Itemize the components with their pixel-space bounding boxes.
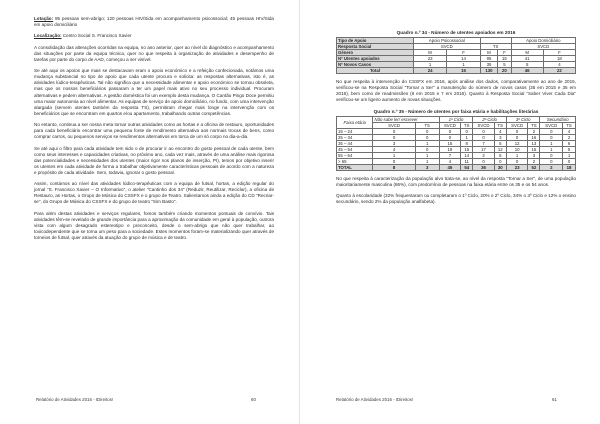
- table-cell: 0: [473, 128, 494, 134]
- table-cell: 16: [528, 134, 540, 140]
- table-cell: 0: [439, 128, 460, 134]
- table-cell: 12: [494, 146, 506, 152]
- table-cell: 6: [563, 140, 576, 146]
- gender-cell: M: [480, 50, 498, 56]
- localizacao-paragraph: [34, 33, 274, 39]
- lotacao-paragraph: [34, 16, 274, 28]
- table-cell: 4: [543, 62, 575, 68]
- table-cell: 12: [506, 140, 527, 146]
- left-column: [34, 16, 274, 246]
- table-cell: 5: [511, 62, 543, 68]
- table-cell: 41: [511, 56, 543, 62]
- table-cell: 4: [439, 158, 460, 164]
- gender-cell: F: [498, 50, 511, 56]
- lotacao-label: Lotação:: [34, 16, 54, 21]
- header-cell: Secundário: [540, 116, 576, 122]
- total-cell: 24: [413, 68, 446, 74]
- table-cell: 7: [473, 140, 494, 146]
- gender-cell: M: [413, 50, 446, 56]
- lotacao-text: 95 pessoas sem-abrigo; 120 pessoas HIV/Sida em acompanhamento psicossocial; 45 pessoas HIV/Sida em apoio domiciliário: [34, 16, 274, 28]
- body-paragraph: Se até aqui o filtro para cada atividade tem sido o de procurar ir ao encontro do gosto pessoal de cada utente, bem como seus interesses e capacidades criativas, no próximo ano, cada vez mais, através de uma análise mais rigorosa das potencialidades e necessidades dos utentes (maior rigor nos planos de inserção, PI), temos por objetivo inserir os utentes em cada atividade de forma a trabalhar objetivamente características pessoais de acordo com a natureza e propósito de cada atividade. Sem, todavia, ignorar o gosto pessoal.: [34, 145, 274, 175]
- sub-header-cell: TS: [494, 122, 506, 128]
- table-cell: 4: [373, 146, 415, 152]
- body-paragraph: No entanto, continua a ser nossa meta tornar outras atividades como as hortas e a oficina de restauro, oportunidades para cada beneficiário encontrar uma pequena fonte de rendimento alternativa aos normais trocas de bens, como comprar carros, ou pequenos serviços se rendimentos alternativos em torca de um só corpo no dia-a-dia.: [34, 122, 274, 140]
- total-cell: 3: [415, 164, 439, 170]
- page-number: 60: [251, 397, 256, 402]
- header-cell: SVCD: [511, 44, 575, 50]
- total-label: TOTAL: [337, 164, 373, 170]
- table-cell: 1: [415, 140, 439, 146]
- table-cell: 0: [415, 128, 439, 134]
- table-cell: 0: [415, 146, 439, 152]
- gender-cell: F: [447, 50, 480, 56]
- table-cell: 2: [473, 152, 494, 158]
- table-cell: 0: [439, 134, 460, 140]
- footer-title: Relatório de Atividades 2016 - IDireitos!: [336, 397, 414, 402]
- table-cell: 7: [439, 152, 460, 158]
- header-cell: 1º Ciclo: [439, 116, 473, 122]
- row-label: 25 – 34: [337, 134, 373, 140]
- row-label: Nº Novos Casos: [337, 62, 414, 68]
- table-cell: 19: [439, 146, 460, 152]
- table-cell: 15: [461, 146, 473, 152]
- table-cell: 0: [373, 128, 415, 134]
- table-cell: 4: [494, 128, 506, 134]
- row-label: > 65: [337, 158, 373, 164]
- table-cell: 0: [415, 134, 439, 140]
- row-label: 15 – 24: [337, 128, 373, 134]
- header-cell: Apoio Domiciliário: [511, 38, 575, 44]
- sub-header-cell: SVCD: [373, 122, 415, 128]
- table-cell: 11: [461, 158, 473, 164]
- table-cell: 1: [413, 62, 446, 68]
- body-paragraph: Quanto à escolaridade (32% frequentaram ou completaram o 1º Ciclo, 20% o 2º Ciclo, 34% o 3º Ciclo e 12% o ensino secundário, sendo 2% da população analfabeta).: [336, 193, 576, 205]
- total-label: Total: [337, 68, 414, 74]
- header-cell: 3º Ciclo: [506, 116, 540, 122]
- localizacao-label: Localização:: [34, 33, 62, 39]
- header-cell: Género: [337, 50, 414, 56]
- table-cell: 18: [543, 56, 575, 62]
- row-label: Nº Utentes apoiados: [337, 56, 414, 62]
- table-cell: 1: [563, 152, 576, 158]
- table-cell: 0: [563, 158, 576, 164]
- header-cell: TS: [480, 44, 511, 50]
- table-cell: 0: [494, 158, 506, 164]
- table-cell: 6: [494, 152, 506, 158]
- page-number: 61: [552, 397, 557, 402]
- header-cell: Apoio Psicossocial: [413, 38, 480, 44]
- table-cell: 14: [461, 152, 473, 158]
- table-caption: Quadro n.º 35 - Número de utentes por faixa etária e habilitações literárias: [373, 108, 539, 114]
- right-page: [300, 0, 600, 424]
- table-cell: 5: [563, 146, 576, 152]
- escolaridade-table: [336, 116, 576, 171]
- table-cell: 15: [439, 140, 460, 146]
- row-label: 45 – 54: [337, 146, 373, 152]
- gender-cell: M: [511, 50, 543, 56]
- table-cell: 0: [461, 128, 473, 134]
- utentes-table: [336, 37, 576, 74]
- table-cell: 4: [563, 128, 576, 134]
- header-cell: Faixa etária: [337, 116, 373, 128]
- table-cell: 17: [473, 146, 494, 152]
- sub-header-cell: TS: [461, 122, 473, 128]
- table-cell: 35: [480, 62, 498, 68]
- header-cell: SVCD: [413, 44, 480, 50]
- table-cell: 0: [540, 134, 563, 140]
- sub-header-cell: SVCD: [439, 122, 460, 128]
- gender-cell: F: [543, 50, 575, 56]
- table-cell: 1: [415, 152, 439, 158]
- table-cell: 5: [498, 62, 511, 68]
- total-cell: 20: [498, 68, 511, 74]
- footer-title: Relatório de Atividades 2016 - IDireitos!: [36, 397, 114, 402]
- table-cell: 0: [540, 152, 563, 158]
- table-cell: 2: [528, 128, 540, 134]
- table-cell: 0: [540, 128, 563, 134]
- table-cell: 0: [473, 158, 494, 164]
- table-cell: 0: [506, 158, 527, 164]
- body-paragraph: No que respeita à intervenção do CSSFX em 2016, após análise dos dados, comparativamente ao ano de 2015, verificou-se na Resposta Social "Tornar a Ser" a manutenção do número de novos casos (35 em 2015 e 35 em 2016), bem como de readmissões (8 em 2015 e 7 em 2016). Quanto à Resposta Social "Saber Viver Cada Dia" verificou-se um ligeiro aumento de novas situações.: [336, 79, 576, 103]
- total-cell: 30: [494, 164, 506, 170]
- sub-header-cell: TS: [415, 122, 439, 128]
- sub-header-cell: SVCD: [540, 122, 563, 128]
- body-paragraph: Assim, contámos ao nível das atividades lúdico-terapêuticas com a equipa de futsal, hortas, a edição regular do jornal "S. Francisco Xavier – O Informativo", o atelier "Cantinho dos 34" (Reduzir, Reutilizar, Reciclar), a oficina de Restauro, as Hortas, o Grupo de Música do CSSFX e o grupo de Teatro. Salientamos ainda a edição do CD "Recriar-se", do Grupo de Música do CSSFX e do grupo de teatro "Sim Basto".: [34, 181, 274, 205]
- total-cell: 15: [447, 68, 480, 74]
- table-cell: 14: [447, 56, 480, 62]
- total-cell: 36: [473, 164, 494, 170]
- total-cell: 23: [506, 164, 527, 170]
- sub-header-cell: SVCD: [506, 122, 527, 128]
- table-cell: 0: [506, 134, 527, 140]
- total-cell: 2: [540, 164, 563, 170]
- table-cell: 3: [373, 140, 415, 146]
- total-cell: 45: [439, 164, 460, 170]
- body-paragraph: Para além destas atividades e serviços regulares, fomos também criando momentos pontuais de convívio. Tais atividades têm-se revelado de grande importância para a aproximação da comunidade em geral à população, outrora vista com algum desagrado estereotipo e preconceito, desde o sem-abrigo que não quer trabalhar, ao toxicodependente que se torna um peso para a sociedade. Estes momentos foram-se materializando quer através de torneios de futsal, quer através da atuação do grupo de música e de teatro.: [34, 210, 274, 241]
- table-caption: Quadro n.º 34 - Número de utentes apoiados em 2016: [396, 30, 516, 35]
- table-cell: 15: [528, 146, 540, 152]
- header-cell: 2º Ciclo: [473, 116, 507, 122]
- table-cell: 0: [473, 134, 494, 140]
- table-cell: 3: [528, 152, 540, 158]
- sub-header-cell: TS: [563, 122, 576, 128]
- table-cell: 1: [415, 158, 439, 164]
- table-total-row: [337, 68, 576, 74]
- table-cell: 0: [373, 158, 415, 164]
- total-cell: 46: [511, 68, 543, 74]
- header-cell: Resposta Social: [337, 44, 414, 50]
- table-cell: 1: [373, 152, 415, 158]
- table-cell: 15: [498, 56, 511, 62]
- table-cell: 3: [494, 134, 506, 140]
- body-paragraph: Se até aqui os apoios que mais se destacavam eram o apoio económico e a refeição confecionada, notámos uma mudança substancial no tipo de apoio que cada utente procura e solicita: as respostas alternativas, isto é, as atividades lúdico-terapêuticas. Tal não significa que a necessidade alimentar e apoio económico se tornou obsoleta, mas que os nossos beneficiários passaram a ter um papel mais ativo no seu processo individual. Procuram alternativas e pedem alternativas. A gestão doméstica foi um exemplo desta mudança. O Cantão Pingo Doce permitiu uma maior autonomia ao nível alimentar. As equipas de serviço de apoio domiciliário, no fundo, com uma intervenção alargada (servem utentes também da resposta TS), permitiram chegar mais longe na intervenção com os beneficiários que se encontram em quartos e/ou apartamento, trabalhando outras competências.: [34, 68, 274, 116]
- right-column: [336, 30, 576, 211]
- header-cell: Não sabe ler/ escrever: [373, 116, 439, 122]
- table-cell: 2: [563, 134, 576, 140]
- total-cell: 130: [480, 68, 498, 74]
- table-cell: 0: [373, 134, 415, 140]
- table-cell: 13: [528, 140, 540, 146]
- header-cell: Tipo de Apoio: [337, 38, 414, 44]
- table-cell: 2: [528, 158, 540, 164]
- total-cell: 18: [563, 164, 576, 170]
- sub-header-cell: SVCD: [473, 122, 494, 128]
- table-cell: 0: [506, 128, 527, 134]
- table-cell: 1: [461, 134, 473, 140]
- total-cell: 8: [373, 164, 415, 170]
- table-cell: 5: [494, 140, 506, 146]
- total-cell: 22: [543, 68, 575, 74]
- table-cell: 1: [447, 62, 480, 68]
- body-paragraph: No que respeita à caracterização da população alvo trata-se, ao nível da resposta "Tornar a Ser", de uma população maioritariamente masculina (86%), com predomínio de pessoas na faixa etária entre os 35 e os 54 anos.: [336, 175, 576, 187]
- table-total-row: [337, 164, 576, 170]
- row-label: 35 – 44: [337, 140, 373, 146]
- table-cell: 0: [540, 158, 563, 164]
- sub-header-cell: TS: [528, 122, 540, 128]
- table-cell: 10: [506, 146, 527, 152]
- table-cell: 23: [413, 56, 446, 62]
- total-cell: 52: [528, 164, 540, 170]
- table-cell: 1: [506, 152, 527, 158]
- total-cell: 54: [461, 164, 473, 170]
- localizacao-text: Centro Social S. Francisco Xavier: [61, 33, 132, 39]
- body-paragraph: A consolidação das alterações ocorridas na equipa, no ano anterior, quer ao nível do diagnóstico e acompanhamento das situações por parte da equipa técnica, quer no que respeita à organização de atividades e desempenho de tarefas por parte do corpo de AAD, começou a ser visível.: [34, 44, 274, 62]
- row-label: 55 – 64: [337, 152, 373, 158]
- table-cell: 8: [461, 140, 473, 146]
- table-cell: 95: [480, 56, 498, 62]
- table-cell: 1: [540, 140, 563, 146]
- table-cell: 1: [540, 146, 563, 152]
